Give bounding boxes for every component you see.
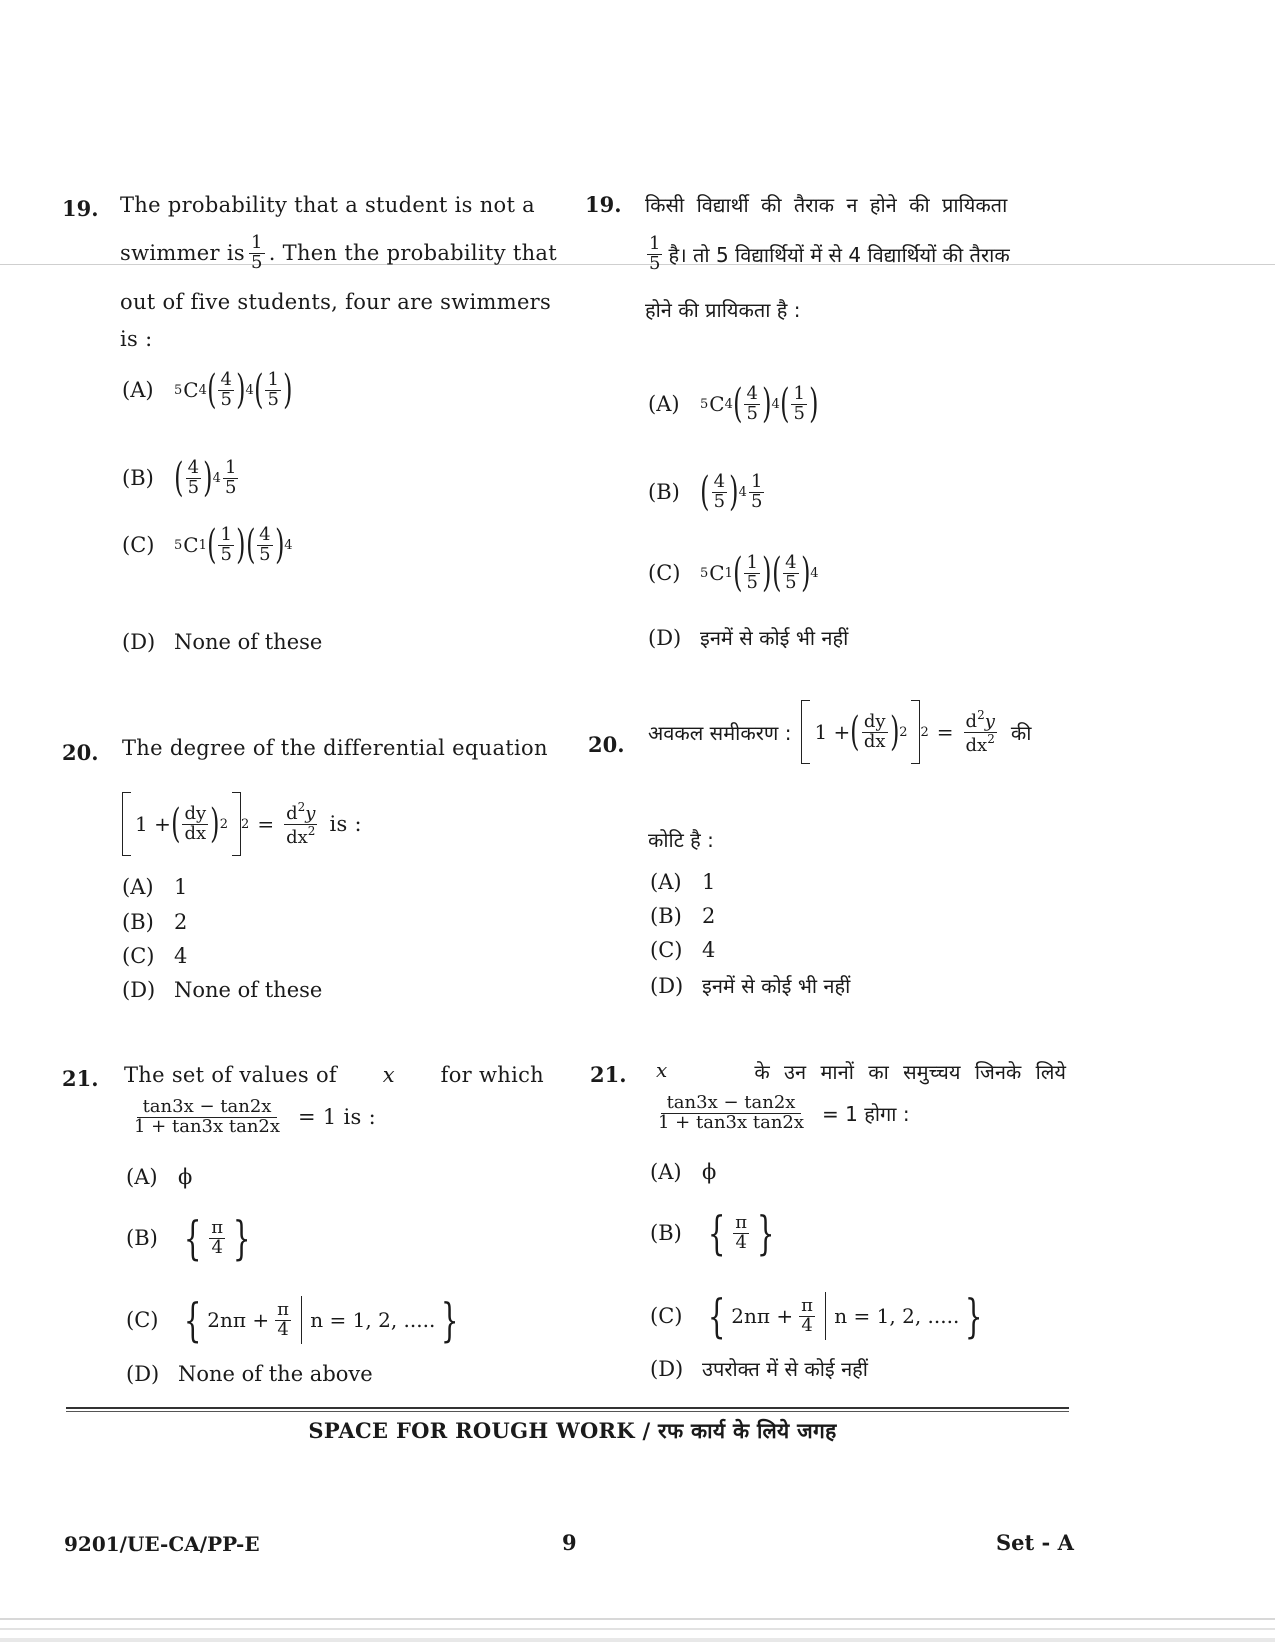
- text: for which: [440, 1063, 544, 1087]
- option-a: [122, 360, 293, 420]
- denominator: 1 + tan3x tan2x: [658, 1111, 805, 1133]
- brace: }: [965, 1289, 983, 1343]
- equals: =: [257, 812, 275, 836]
- paren: ): [762, 550, 772, 596]
- fraction: [223, 456, 238, 498]
- option-b: [650, 1203, 780, 1263]
- option-d: [122, 630, 322, 654]
- text: The set of values of: [124, 1063, 337, 1087]
- fraction: [744, 382, 759, 424]
- option-c: [126, 1290, 465, 1350]
- page-number: 9: [562, 1530, 577, 1555]
- paren: ): [283, 367, 293, 413]
- numerator: 4: [220, 368, 232, 390]
- option-label: (B): [650, 1221, 682, 1245]
- denominator: 5: [785, 571, 797, 593]
- option-label: (D): [648, 626, 682, 650]
- option-d: [126, 1362, 373, 1386]
- fraction: [182, 802, 208, 844]
- brace: {: [183, 1211, 202, 1265]
- paren: ): [210, 801, 220, 847]
- question-number: 20.: [588, 732, 625, 757]
- option-label: (D): [650, 974, 684, 998]
- option-label: (B): [122, 910, 154, 934]
- option-label: (C): [122, 944, 155, 968]
- numerator: 1: [746, 551, 758, 573]
- divider: [301, 1296, 302, 1344]
- rough-work-divider: [66, 1407, 1069, 1409]
- fraction: [218, 523, 233, 565]
- option-label: (C): [650, 1304, 683, 1328]
- question-text: is :: [120, 327, 153, 351]
- symbol: d: [965, 710, 978, 732]
- option-d: [650, 972, 850, 999]
- fraction: [964, 709, 997, 756]
- option-label: (A): [122, 875, 154, 899]
- paren: ): [236, 522, 246, 568]
- numerator: 4: [746, 382, 758, 404]
- option-text: 1: [174, 875, 188, 899]
- formula: [174, 367, 293, 413]
- option-label: (A): [650, 1160, 682, 1184]
- text: 2nπ +: [207, 1308, 270, 1332]
- fraction: [647, 235, 662, 274]
- bracket: [122, 792, 131, 856]
- question-number: 21.: [590, 1062, 627, 1087]
- option-label: (A): [650, 870, 682, 894]
- text: = 1 होगा :: [822, 1101, 910, 1126]
- question-text: होने की प्रायिकता है :: [645, 298, 801, 322]
- option-text: ϕ: [178, 1165, 193, 1189]
- numerator: 1: [750, 470, 763, 492]
- option-label: (A): [122, 378, 154, 402]
- denominator: dx: [184, 822, 207, 844]
- question-text: कोटि है :: [648, 828, 714, 852]
- paren: (: [732, 550, 743, 596]
- numerator: 4: [785, 551, 797, 573]
- symbol: C: [709, 392, 725, 416]
- set-label: Set - A: [996, 1530, 1074, 1555]
- option-d: [122, 978, 322, 1002]
- option-label: (D): [122, 630, 156, 654]
- rough-work-divider: [66, 1411, 1069, 1412]
- paren: (: [174, 455, 184, 501]
- denominator: 5: [250, 251, 263, 273]
- fraction: [799, 1294, 815, 1336]
- bracket: [232, 792, 241, 856]
- variable: x: [656, 1058, 668, 1082]
- text: के उन मानों का समुच्चय जिनके लिये: [754, 1060, 1066, 1084]
- text: है। तो 5 विद्यार्थियों में से 4 विद्यार्थियों की तैराक: [668, 242, 1010, 267]
- fraction: [186, 456, 201, 498]
- fraction: [749, 470, 764, 512]
- denominator: 5: [746, 571, 758, 593]
- option-a: [650, 870, 715, 894]
- exponent: 2: [920, 724, 929, 740]
- numerator: 4: [187, 456, 200, 478]
- formula: [700, 469, 766, 515]
- fraction: [209, 1216, 225, 1258]
- exponent: 4: [771, 396, 780, 412]
- exponent: 2: [219, 816, 229, 832]
- option-text: 2: [174, 910, 188, 934]
- question-text: [124, 1063, 544, 1087]
- numerator: [964, 709, 997, 733]
- option-label: (B): [650, 904, 682, 928]
- exponent: 2: [899, 724, 908, 740]
- equation: [122, 792, 362, 856]
- formula: [702, 1289, 989, 1343]
- option-a: [126, 1165, 192, 1189]
- option-text: 2: [702, 904, 716, 928]
- scan-line: [0, 1638, 1275, 1642]
- text: = 1 is :: [298, 1105, 376, 1130]
- denominator: 4: [735, 1231, 747, 1253]
- exponent: 4: [810, 565, 819, 581]
- brace: }: [232, 1211, 251, 1265]
- option-b: [648, 462, 766, 522]
- brace: {: [707, 1206, 726, 1260]
- fraction: [128, 1098, 286, 1137]
- exponent: 4: [284, 537, 293, 553]
- option-a: [650, 1160, 716, 1184]
- option-b: [122, 910, 187, 934]
- option-label: (B): [126, 1226, 158, 1250]
- fraction: [652, 1094, 810, 1133]
- fraction: [783, 551, 798, 593]
- numerator: 1: [649, 233, 661, 254]
- text: n = 1, 2, .....: [310, 1308, 436, 1332]
- formula: [135, 801, 229, 847]
- option-text: None of these: [174, 630, 323, 654]
- equals: =: [936, 720, 954, 744]
- option-d: [648, 624, 848, 651]
- option-text: उपरोक्त में से कोई नहीं: [702, 1357, 868, 1381]
- question-text: out of five students, four are swimmers: [120, 290, 552, 314]
- numerator: 4: [259, 523, 271, 545]
- numerator: π: [277, 1298, 289, 1320]
- numerator: 1: [220, 523, 232, 545]
- text: . Then the probability that: [268, 241, 557, 266]
- option-b: [126, 1208, 256, 1268]
- denominator: 5: [267, 388, 279, 410]
- denominator: 5: [649, 252, 661, 274]
- formula: [700, 381, 819, 427]
- exponent: 4: [738, 484, 747, 500]
- symbol: dx: [965, 734, 988, 756]
- numerator: 1: [267, 368, 279, 390]
- text: is :: [329, 812, 362, 836]
- numerator: 1: [224, 456, 237, 478]
- option-label: (D): [126, 1362, 160, 1386]
- variable: x: [382, 1063, 395, 1087]
- text: अवकल समीकरण :: [648, 720, 792, 745]
- fraction: [218, 368, 233, 410]
- option-text: इनमें से कोई भी नहीं: [700, 626, 849, 650]
- paren: (: [779, 381, 790, 427]
- option-label: (A): [648, 392, 680, 416]
- numerator: π: [211, 1216, 224, 1238]
- subscript: 4: [198, 382, 207, 398]
- formula: [174, 455, 240, 501]
- question-number: 20.: [62, 740, 99, 765]
- paren: ): [203, 455, 213, 501]
- formula: [702, 1206, 780, 1260]
- denominator: 1 + tan3x tan2x: [134, 1115, 281, 1137]
- option-text: None of the above: [178, 1362, 373, 1386]
- denominator: 5: [224, 476, 237, 498]
- question-number: 19.: [585, 192, 622, 217]
- numerator: dy: [863, 710, 886, 732]
- brace: }: [441, 1293, 459, 1347]
- numerator: tan3x − tan2x: [661, 1094, 802, 1114]
- option-a: [648, 374, 819, 434]
- paren: ): [762, 381, 772, 427]
- symbol: C: [183, 378, 199, 402]
- brace: }: [756, 1206, 775, 1260]
- equation: [648, 700, 1031, 764]
- exponent: 2: [977, 707, 985, 722]
- exponent: 4: [212, 470, 221, 486]
- exponent: 2: [307, 823, 316, 838]
- paren: (: [170, 801, 181, 847]
- paren: (: [253, 367, 264, 413]
- denominator: 5: [259, 543, 271, 565]
- numerator: 1: [793, 382, 805, 404]
- numerator: tan3x − tan2x: [137, 1098, 278, 1118]
- denominator: 5: [793, 402, 805, 424]
- denominator: 5: [187, 476, 200, 498]
- option-label: (C): [648, 561, 681, 585]
- option-text: None of these: [174, 978, 323, 1002]
- fraction: [265, 368, 280, 410]
- question-number: 19.: [62, 196, 99, 221]
- option-label: (C): [650, 938, 683, 962]
- fraction: [791, 382, 806, 424]
- numerator: 1: [250, 232, 263, 253]
- exponent: 2: [241, 816, 250, 832]
- fraction: [275, 1298, 291, 1340]
- option-c: [122, 515, 293, 575]
- fraction: [744, 551, 759, 593]
- fraction: [284, 801, 317, 848]
- subscript: 4: [724, 396, 733, 412]
- subscript: 1: [724, 565, 733, 581]
- variable: y: [305, 802, 316, 824]
- symbol: dx: [286, 826, 308, 848]
- option-text: 4: [174, 944, 188, 968]
- denominator: 4: [277, 1318, 289, 1340]
- paper-code: 9201/UE-CA/PP-E: [64, 1532, 260, 1556]
- denominator: 5: [750, 490, 763, 512]
- scan-line: [0, 1618, 1275, 1620]
- option-a: [122, 875, 187, 899]
- question-text: किसी विद्यार्थी की तैराक न होने की प्रायिकता: [645, 193, 1008, 217]
- question-text: The degree of the differential equation: [122, 736, 548, 760]
- option-text: 1: [702, 870, 716, 894]
- paren: (: [732, 381, 743, 427]
- fraction: [733, 1211, 749, 1253]
- option-b: [650, 904, 715, 928]
- option-label: (A): [126, 1165, 158, 1189]
- denominator: [964, 733, 997, 756]
- question-number: 21.: [62, 1066, 99, 1091]
- option-label: (B): [122, 466, 154, 490]
- bracket: [911, 700, 920, 764]
- symbol: C: [183, 533, 199, 557]
- bracket: [801, 700, 810, 764]
- text: 2nπ +: [731, 1304, 794, 1328]
- numerator: [284, 801, 317, 825]
- text: 1 +: [814, 720, 851, 744]
- text: की: [1010, 720, 1032, 745]
- fraction: [862, 710, 888, 752]
- superscript: 5: [174, 382, 183, 398]
- text: 1 +: [135, 812, 171, 836]
- option-text: ϕ: [702, 1160, 717, 1184]
- paren: (: [850, 709, 860, 755]
- option-label: (B): [648, 480, 680, 504]
- paren: (: [771, 550, 782, 596]
- exponent: 2: [987, 731, 995, 746]
- fraction: [712, 470, 727, 512]
- symbol: C: [709, 561, 725, 585]
- superscript: 5: [700, 565, 709, 581]
- option-label: (D): [122, 978, 156, 1002]
- option-d: [650, 1355, 868, 1382]
- question-text: [120, 234, 557, 273]
- numerator: π: [735, 1211, 748, 1233]
- paren: ): [729, 469, 739, 515]
- formula: [174, 522, 293, 568]
- numerator: 4: [713, 470, 726, 492]
- formula: [178, 1293, 465, 1347]
- denominator: 5: [713, 490, 726, 512]
- numerator: π: [801, 1294, 813, 1316]
- denominator: 5: [220, 543, 232, 565]
- symbol: d: [286, 802, 298, 824]
- superscript: 5: [174, 537, 183, 553]
- exponent: 4: [245, 382, 254, 398]
- question-text: The probability that a student is not a: [120, 193, 536, 217]
- equation: [650, 1094, 910, 1133]
- scan-line: [0, 1628, 1275, 1630]
- option-b: [122, 448, 240, 508]
- brace: {: [707, 1289, 726, 1343]
- question-text: [656, 1058, 1066, 1085]
- denominator: [284, 825, 317, 848]
- option-c: [122, 944, 187, 968]
- denominator: dx: [863, 730, 886, 752]
- question-text: [645, 235, 1010, 274]
- paren: ): [236, 367, 246, 413]
- paren: ): [800, 550, 811, 596]
- option-label: (D): [650, 1357, 684, 1381]
- option-c: [648, 543, 819, 603]
- text: swimmer is: [120, 241, 245, 266]
- rough-work-label: SPACE FOR ROUGH WORK / रफ कार्य के लिये जगह: [308, 1418, 837, 1443]
- option-c: [650, 1286, 989, 1346]
- option-label: (C): [126, 1308, 159, 1332]
- paren: ): [809, 381, 819, 427]
- paren: (: [245, 522, 256, 568]
- denominator: 5: [746, 402, 758, 424]
- divider: [825, 1292, 826, 1340]
- paren: (: [206, 522, 217, 568]
- paren: (: [700, 469, 710, 515]
- denominator: 4: [211, 1236, 223, 1258]
- option-c: [650, 938, 715, 962]
- denominator: 4: [801, 1314, 813, 1336]
- formula: [814, 709, 908, 755]
- denominator: 5: [220, 388, 232, 410]
- option-text: 4: [702, 938, 716, 962]
- numerator: dy: [184, 802, 207, 824]
- subscript: 1: [198, 537, 207, 553]
- option-label: (C): [122, 533, 155, 557]
- paren: ): [274, 522, 285, 568]
- variable: y: [984, 710, 995, 732]
- equation: [126, 1098, 376, 1137]
- text: n = 1, 2, .....: [834, 1304, 960, 1328]
- formula: [700, 550, 819, 596]
- fraction: [257, 523, 272, 565]
- superscript: 5: [700, 396, 709, 412]
- paren: (: [206, 367, 217, 413]
- fraction: [249, 234, 265, 273]
- option-text: इनमें से कोई भी नहीं: [702, 974, 851, 998]
- exponent: 2: [297, 799, 306, 814]
- formula: [178, 1211, 256, 1265]
- paren: ): [889, 709, 900, 755]
- brace: {: [183, 1293, 202, 1347]
